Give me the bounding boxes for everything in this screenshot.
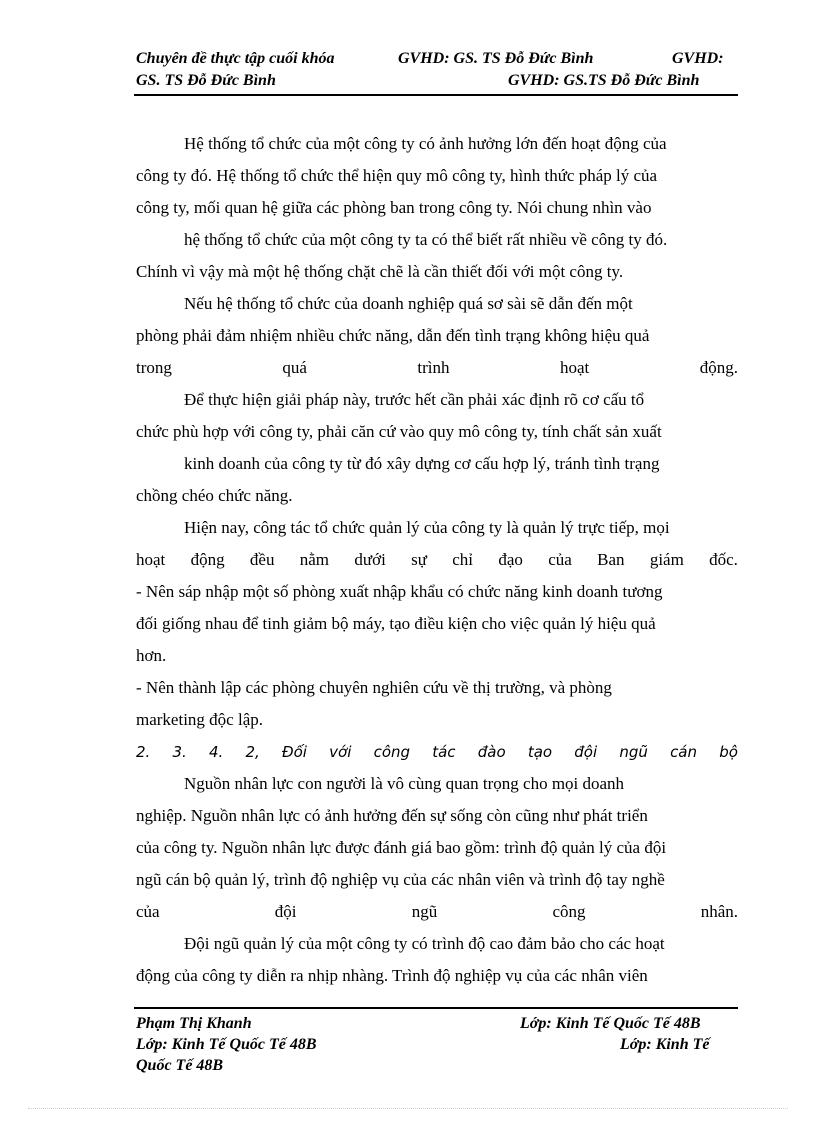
heading-word: bộ: [719, 743, 738, 761]
section-heading: [136, 742, 738, 762]
paragraph-line: ngũ cán bộ quản lý, trình độ nghiệp vụ của các nhân viên và trình độ tay nghề: [136, 870, 665, 889]
paragraph-line: nghiệp. Nguồn nhân lực có ảnh hưởng đến sự sống còn cũng như phát triển: [136, 806, 648, 825]
paragraph-line: Hệ thống tổ chức của một công ty có ảnh hưởng lớn đến hoạt động của: [184, 134, 667, 153]
paragraph-line: công ty, mối quan hệ giữa các phòng ban trong công ty. Nói chung nhìn vào: [136, 198, 652, 217]
bullet-line: - Nên thành lập các phòng chuyên nghiên cứu về thị trường, và phòng: [136, 678, 612, 697]
heading-word: Đối: [282, 743, 307, 761]
heading-word: 2,: [245, 743, 260, 761]
heading-word: tạo: [527, 743, 553, 761]
word: sự: [411, 550, 427, 569]
heading-word: 4.: [209, 743, 224, 761]
word: nhân.: [700, 902, 738, 921]
word: trình: [417, 358, 450, 377]
paragraph-line: chức phù hợp với công ty, phải căn cứ vào quy mô công ty, tính chất sản xuất: [136, 422, 662, 441]
word: công: [552, 902, 586, 921]
paragraph-line: Hiện nay, công tác tổ chức quản lý của công ty là quản lý trực tiếp, mọi: [184, 518, 670, 537]
heading-word: đội: [574, 743, 598, 761]
header-rule: [134, 94, 738, 96]
paragraph-line: hệ thống tổ chức của một công ty ta có thể biết rất nhiều về công ty đó.: [184, 230, 668, 249]
bullet-line: - Nên sáp nhập một số phòng xuất nhập khẩu có chức năng kinh doanh tương: [136, 582, 663, 601]
paragraph-line: chồng chéo chức năng.: [136, 486, 293, 505]
word: nằm: [299, 550, 330, 569]
paragraph-line: phòng phải đảm nhiệm nhiều chức năng, dẫn đến tình trạng không hiệu quả: [136, 326, 650, 345]
paragraph-line: Để thực hiện giải pháp này, trước hết cần phải xác định rõ cơ cấu tổ: [184, 390, 645, 409]
footer-class-fragment: Lớp: Kinh Tế: [620, 1036, 710, 1053]
header-advisor-name: GS. TS Đỗ Đức Bình: [136, 72, 276, 89]
paragraph-line: Nguồn nhân lực con người là vô cùng quan trọng cho mọi doanh: [184, 774, 625, 793]
heading-word: với: [329, 743, 352, 761]
paragraph-line: Chính vì vậy mà một hệ thống chặt chẽ là cần thiết đối với một công ty.: [136, 262, 624, 281]
justified-line: [136, 550, 738, 570]
paragraph-line: kinh doanh của công ty từ đó xây dựng cơ cấu hợp lý, tránh tình trạng: [184, 454, 660, 473]
footer-author: Phạm Thị Khanh: [136, 1015, 252, 1032]
heading-word: tác: [432, 743, 456, 761]
justified-line: [136, 358, 738, 378]
header-advisor-repeat: GVHD: GS.TS Đỗ Đức Bình: [508, 72, 700, 89]
word: Ban: [597, 550, 625, 569]
word: đốc.: [709, 550, 738, 569]
paragraph-line: công ty đó. Hệ thống tổ chức thể hiện quy mô công ty, hình thức pháp lý của: [136, 166, 658, 185]
footer-class: Lớp: Kinh Tế Quốc Tế 48B: [520, 1015, 701, 1032]
bullet-line: hơn.: [136, 646, 167, 665]
word: đội: [274, 902, 297, 921]
footer-class-repeat: Lớp: Kinh Tế Quốc Tế 48B: [136, 1036, 317, 1053]
heading-word: ngũ: [619, 743, 648, 761]
paragraph-line: động của công ty diễn ra nhịp nhàng. Trình độ nghiệp vụ của các nhân viên: [136, 966, 648, 985]
heading-word: đào: [477, 743, 506, 761]
header-advisor: GVHD: GS. TS Đỗ Đức Bình: [398, 50, 594, 67]
word: đều: [249, 550, 275, 569]
header-advisor-label: GVHD:: [672, 50, 724, 67]
paragraph-line: Đội ngũ quản lý của một công ty có trình độ cao đảm bảo cho các hoạt: [184, 934, 665, 953]
word: động: [190, 550, 225, 569]
heading-word: cán: [670, 743, 698, 761]
heading-word: 3.: [172, 743, 187, 761]
word: ngũ: [411, 902, 438, 921]
page-edge-divider: [28, 1108, 788, 1109]
word: động.: [699, 358, 738, 377]
footer-class-continuation: Quốc Tế 48B: [136, 1057, 224, 1074]
bullet-line: marketing độc lập.: [136, 710, 263, 729]
justified-line: [136, 902, 738, 922]
word: hoạt: [136, 550, 166, 569]
word: đạo: [498, 550, 523, 569]
word: giám: [649, 550, 684, 569]
paragraph-line: của công ty. Nguồn nhân lực được đánh giá bao gồm: trình độ quản lý của đội: [136, 838, 667, 857]
header-course-title: Chuyên đề thực tập cuối khóa: [136, 50, 335, 67]
paragraph-line: Nếu hệ thống tổ chức của doanh nghiệp quá sơ sài sẽ dẫn đến một: [184, 294, 633, 313]
bullet-line: đối giống nhau để tinh giảm bộ máy, tạo điều kiện cho việc quản lý hiệu quả: [136, 614, 656, 633]
word: hoạt: [559, 358, 590, 377]
footer-rule: [134, 1007, 738, 1009]
word: dưới: [354, 550, 386, 569]
word: của: [136, 902, 160, 921]
word: của: [548, 550, 572, 569]
word: chỉ: [452, 550, 474, 569]
word: quá: [282, 358, 307, 377]
heading-word: công: [373, 743, 411, 761]
word: trong: [136, 358, 172, 377]
heading-word: 2.: [136, 743, 151, 761]
